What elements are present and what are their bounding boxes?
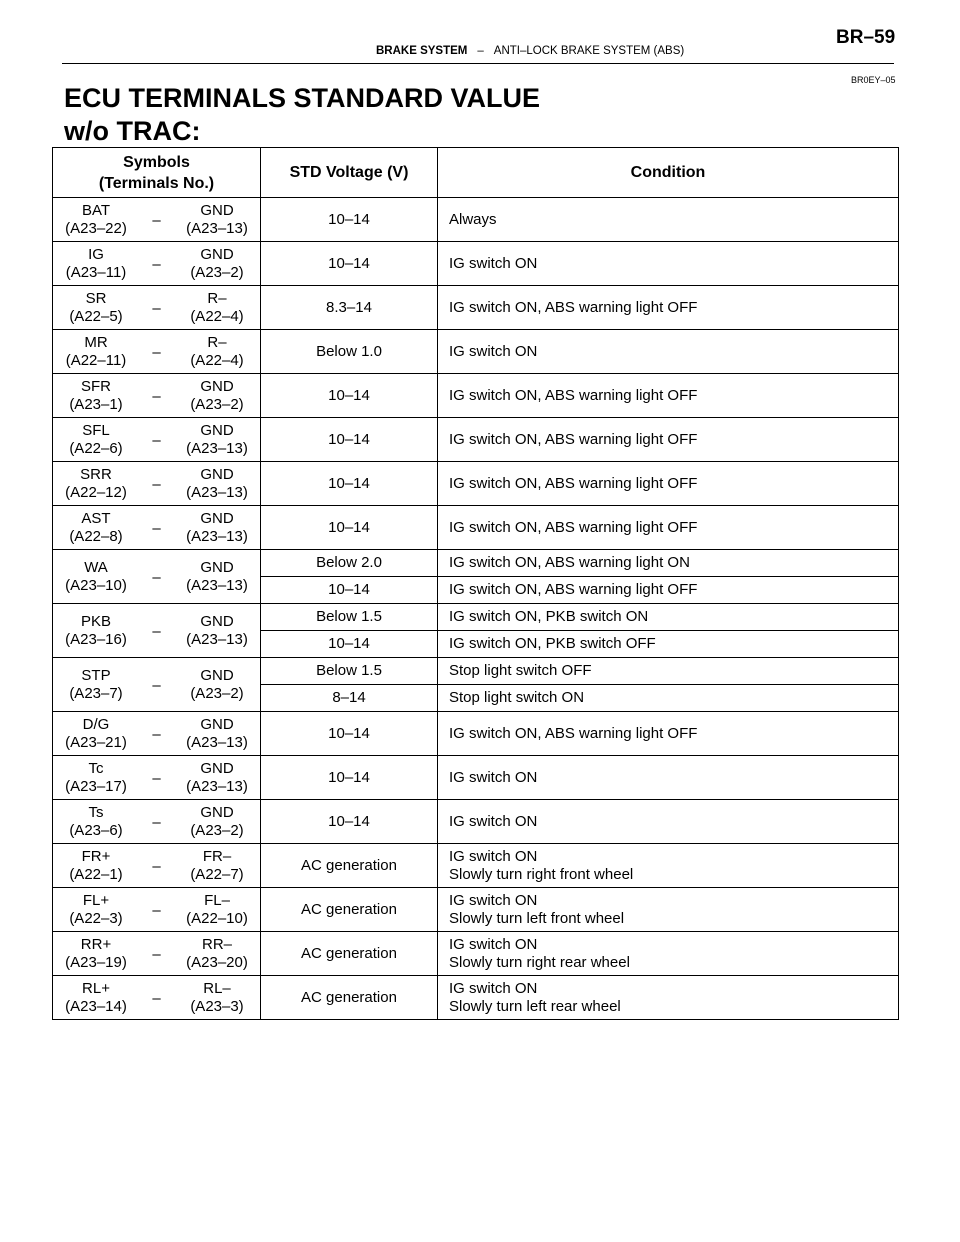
condition-text: IG switch ON, ABS warning light OFF [449,518,698,536]
terminal-pair [53,286,260,329]
terminal-a-symbol: IG [88,245,104,263]
terminal-dash: – [152,476,161,493]
terminal-b-number: (A23–2) [190,684,244,702]
terminal-b-number: (A22–10) [186,909,248,927]
terminal-dash: – [152,814,161,831]
terminal-a-symbol: BAT [81,201,111,219]
terminal-dash: – [152,212,161,229]
terminal-a-number: (A22–8) [69,527,123,545]
symbol-cell [53,976,261,1020]
terminal-pair [53,604,260,657]
table-row [53,658,899,685]
voltage-cell: 10–14 [261,462,438,506]
terminal-b [174,202,260,238]
condition-text: IG switch ON, ABS warning light OFF [449,474,698,492]
terminal-a-number: (A22–6) [69,439,123,457]
condition-cell [438,800,899,844]
terminal-b-symbol: RL– [203,979,231,997]
terminal-a-symbol: RL+ [82,979,110,997]
condition-text: IG switch ON, ABS warning light OFF [449,581,698,598]
terminal-a [53,667,139,703]
terminal-pair [53,374,260,417]
condition-cell [438,976,899,1020]
terminal-b-number: (A23–3) [190,997,244,1015]
ecu-terminals-table [52,147,899,1020]
condition-cell [438,418,899,462]
terminal-pair [53,658,260,711]
section-title: BRAKE SYSTEM [376,45,468,57]
terminal-b-number: (A23–13) [186,439,248,457]
terminal-a-number: (A23–1) [69,395,123,413]
terminal-a [53,466,139,502]
terminal-a-number: (A23–16) [65,630,127,648]
terminal-dash: – [152,726,161,743]
title-line-2: w/o TRAC: [64,116,201,146]
terminal-a-number: (A23–11) [65,263,127,281]
condition-text: Stop light switch ON [449,689,585,706]
terminal-dash: – [152,344,161,361]
terminal-b-symbol: GND [200,666,234,684]
voltage-cell: 10–14 [261,800,438,844]
condition-cell [438,242,899,286]
terminal-a [53,848,139,884]
terminal-b [174,466,260,502]
header-separator: – [477,45,484,57]
terminal-b-symbol: RR– [201,935,232,953]
terminal-b-number: (A22–4) [190,351,244,369]
terminal-a-symbol: FR+ [81,847,111,865]
symbol-cell [53,932,261,976]
terminal-a-symbol: Ts [88,803,104,821]
condition-cell [438,631,899,658]
terminal-a-symbol: SRR [80,465,112,483]
terminal-a-number: (A22–1) [69,865,123,883]
terminal-dash: – [152,770,161,787]
terminal-dash: – [152,520,161,537]
voltage-cell: AC generation [261,888,438,932]
condition-cell [438,577,899,604]
terminal-b-symbol: FL– [204,891,230,909]
condition-text: IG switch ON [449,891,538,909]
terminal-b [174,804,260,840]
terminal-b-number: (A23–2) [190,821,244,839]
symbol-cell [53,506,261,550]
terminal-pair [53,800,260,843]
header-symbols-line2: (Terminals No.) [98,174,215,192]
symbol-cell [53,550,261,604]
terminal-a [53,422,139,458]
terminal-b-number: (A23–13) [186,777,248,795]
terminal-pair [53,462,260,505]
voltage-cell: 10–14 [261,374,438,418]
voltage-cell: Below 1.5 [261,604,438,631]
terminal-pair [53,844,260,887]
table-row [53,604,899,631]
condition-text: IG switch ON [449,254,538,272]
condition-text: Always [449,210,497,228]
terminal-b [174,936,260,972]
header-voltage: STD Voltage (V) [261,148,438,198]
terminal-b-number: (A23–20) [186,953,248,971]
terminal-a [53,334,139,370]
condition-text: IG switch ON [449,979,538,997]
terminal-b-number: (A22–4) [190,307,244,325]
terminal-b [174,334,260,370]
symbol-cell [53,418,261,462]
voltage-cell: AC generation [261,844,438,888]
table-row [53,506,899,550]
terminal-a [53,290,139,326]
terminal-a [53,559,139,595]
table-row [53,888,899,932]
terminal-b-number: (A23–13) [186,630,248,648]
terminal-b-symbol: GND [200,201,234,219]
table-row [53,800,899,844]
header-symbols [53,148,261,198]
terminal-b-number: (A22–7) [190,865,244,883]
terminal-a-number: (A22–11) [65,351,127,369]
terminal-a [53,936,139,972]
terminal-a-number: (A23–17) [65,777,127,795]
symbol-cell [53,844,261,888]
terminal-pair [53,506,260,549]
condition-text: Stop light switch OFF [449,662,592,679]
voltage-cell: 10–14 [261,242,438,286]
terminal-a-symbol: SFL [82,421,110,439]
condition-text: IG switch ON, ABS warning light ON [449,554,690,571]
symbol-cell [53,658,261,712]
voltage-cell: 10–14 [261,418,438,462]
voltage-cell: 10–14 [261,756,438,800]
terminal-b-number: (A23–13) [186,219,248,237]
terminal-b-symbol: GND [200,245,234,263]
terminal-b-number: (A23–13) [186,483,248,501]
terminal-a-symbol: FL+ [82,891,110,909]
terminal-b [174,290,260,326]
terminal-a-number: (A23–6) [69,821,123,839]
page-title [64,82,540,148]
terminal-b-number: (A23–13) [186,527,248,545]
running-header [376,45,684,57]
table-row [53,462,899,506]
terminal-b [174,378,260,414]
terminal-b [174,510,260,546]
symbol-cell [53,198,261,242]
terminal-b-number: (A23–2) [190,395,244,413]
terminal-a [53,980,139,1016]
symbol-cell [53,286,261,330]
condition-cell [438,550,899,577]
terminal-pair [53,198,260,241]
table-row [53,844,899,888]
terminal-dash: – [152,946,161,963]
terminal-a-number: (A23–21) [65,733,127,751]
header-rule [62,63,894,64]
terminal-b [174,716,260,752]
table-row [53,330,899,374]
terminal-dash: – [152,388,161,405]
condition-cell [438,462,899,506]
terminal-b [174,559,260,595]
terminal-a-symbol: D/G [82,715,110,733]
terminal-b-number: (A23–13) [186,576,248,594]
table-row [53,932,899,976]
symbol-cell [53,712,261,756]
terminal-dash: – [152,990,161,1007]
condition-cell [438,685,899,712]
terminal-a [53,510,139,546]
terminal-b-symbol: R– [207,289,227,307]
voltage-cell: AC generation [261,932,438,976]
terminal-b-symbol: GND [200,421,234,439]
terminal-b-symbol: GND [200,612,234,630]
condition-text-2: Slowly turn left front wheel [449,909,625,927]
table-row [53,198,899,242]
condition-cell [438,844,899,888]
terminal-pair [53,932,260,975]
header-condition: Condition [438,148,899,198]
section-subtitle: ANTI–LOCK BRAKE SYSTEM (ABS) [493,45,685,57]
voltage-cell: Below 2.0 [261,550,438,577]
terminal-a-number: (A23–14) [65,997,127,1015]
condition-text: IG switch ON [449,768,538,786]
condition-cell [438,374,899,418]
table-header-row [53,148,899,198]
terminal-a-symbol: RR+ [80,935,112,953]
table-row [53,242,899,286]
terminal-a-number: (A23–10) [65,576,127,594]
terminal-a [53,202,139,238]
terminal-dash: – [152,432,161,449]
condition-text: IG switch ON [449,812,538,830]
condition-text: IG switch ON, ABS warning light OFF [449,724,698,742]
title-line-1: ECU TERMINALS STANDARD VALUE [64,83,540,113]
table-row [53,976,899,1020]
terminal-b [174,613,260,649]
terminal-pair [53,330,260,373]
symbol-cell [53,242,261,286]
terminal-a-symbol: AST [81,509,111,527]
symbol-cell [53,888,261,932]
terminal-pair [53,418,260,461]
terminal-b-symbol: GND [200,715,234,733]
terminal-a [53,804,139,840]
terminal-a [53,892,139,928]
terminal-a-number: (A22–5) [69,307,123,325]
condition-cell [438,712,899,756]
voltage-cell: 10–14 [261,631,438,658]
terminal-a-symbol: STP [81,666,111,684]
condition-text-2: Slowly turn right rear wheel [449,953,630,971]
terminal-a-symbol: PKB [80,612,111,630]
terminal-pair [53,888,260,931]
symbol-cell [53,462,261,506]
symbol-cell [53,330,261,374]
voltage-cell: Below 1.0 [261,330,438,374]
table-row [53,374,899,418]
terminal-a [53,378,139,414]
condition-text: IG switch ON, PKB switch ON [449,608,649,625]
terminal-b [174,760,260,796]
terminal-b [174,980,260,1016]
terminal-pair [53,550,260,603]
terminal-pair [53,976,260,1019]
condition-cell [438,658,899,685]
condition-text: IG switch ON, PKB switch OFF [449,635,656,652]
terminal-b [174,667,260,703]
header-symbols-line1: Symbols [123,153,190,171]
voltage-cell: AC generation [261,976,438,1020]
terminal-pair [53,242,260,285]
terminal-a [53,246,139,282]
table-row [53,286,899,330]
terminal-a-symbol: MR [84,333,108,351]
condition-text: IG switch ON, ABS warning light OFF [449,430,698,448]
terminal-a-symbol: WA [84,558,108,576]
condition-cell [438,506,899,550]
table-row [53,712,899,756]
table-row [53,418,899,462]
terminal-a-number: (A23–22) [65,219,127,237]
symbol-cell [53,604,261,658]
terminal-dash: – [152,300,161,317]
voltage-cell: 8–14 [261,685,438,712]
terminal-b-symbol: GND [200,558,234,576]
terminal-dash: – [152,902,161,919]
terminal-b [174,848,260,884]
terminal-b-symbol: FR– [202,847,232,865]
terminal-b-symbol: GND [200,803,234,821]
voltage-cell: 8.3–14 [261,286,438,330]
terminal-b-number: (A23–13) [186,733,248,751]
voltage-cell: 10–14 [261,198,438,242]
condition-text: IG switch ON, ABS warning light OFF [449,298,698,316]
terminal-dash: – [152,256,161,273]
terminal-pair [53,712,260,755]
symbol-cell [53,756,261,800]
condition-text: IG switch ON [449,342,538,360]
terminal-a-number: (A23–7) [69,684,123,702]
condition-cell [438,932,899,976]
document-code: BR0EY–05 [851,75,896,85]
terminal-b-symbol: GND [200,509,234,527]
symbol-cell [53,374,261,418]
condition-cell [438,198,899,242]
terminal-b [174,422,260,458]
condition-cell [438,604,899,631]
condition-text: IG switch ON [449,847,538,865]
condition-text-2: Slowly turn left rear wheel [449,997,621,1015]
terminal-a [53,613,139,649]
terminal-a-number: (A23–19) [65,953,127,971]
terminal-a-number: (A22–12) [65,483,127,501]
terminal-b [174,892,260,928]
voltage-cell: 10–14 [261,506,438,550]
condition-cell [438,888,899,932]
condition-cell [438,756,899,800]
terminal-a-symbol: SR [85,289,107,307]
terminal-a-number: (A22–3) [69,909,123,927]
terminal-b [174,246,260,282]
condition-cell [438,286,899,330]
table-row [53,756,899,800]
terminal-a-symbol: SFR [81,377,111,395]
terminal-dash: – [152,677,161,694]
terminal-pair [53,756,260,799]
terminal-b-symbol: GND [200,465,234,483]
terminal-dash: – [152,623,161,640]
terminal-b-number: (A23–2) [190,263,244,281]
terminal-a-symbol: Tc [88,759,104,777]
terminal-a [53,716,139,752]
terminal-b-symbol: GND [200,377,234,395]
condition-text-2: Slowly turn right front wheel [449,865,634,883]
condition-text: IG switch ON [449,935,538,953]
terminal-a [53,760,139,796]
table-body [53,198,899,1020]
terminal-dash: – [152,569,161,586]
condition-cell [438,330,899,374]
voltage-cell: 10–14 [261,712,438,756]
voltage-cell: Below 1.5 [261,658,438,685]
table-row [53,550,899,577]
page-number: BR–59 [836,27,896,48]
voltage-cell: 10–14 [261,577,438,604]
terminal-b-symbol: R– [207,333,227,351]
terminal-b-symbol: GND [200,759,234,777]
terminal-dash: – [152,858,161,875]
condition-text: IG switch ON, ABS warning light OFF [449,386,698,404]
symbol-cell [53,800,261,844]
